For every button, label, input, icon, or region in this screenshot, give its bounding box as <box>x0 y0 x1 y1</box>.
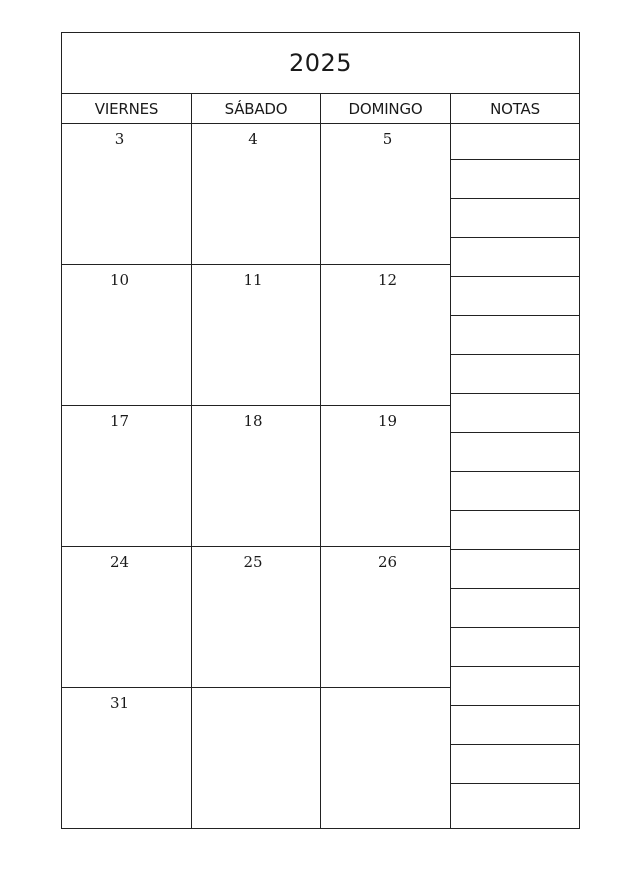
note-line[interactable] <box>451 667 579 706</box>
note-line[interactable] <box>451 706 579 745</box>
day-cell-empty[interactable] <box>321 688 451 828</box>
day-number: 4 <box>248 130 258 148</box>
day-cell[interactable] <box>321 265 451 405</box>
header-domingo: DOMINGO <box>321 94 451 123</box>
day-cell[interactable] <box>62 547 192 687</box>
note-line[interactable] <box>451 238 579 277</box>
week-row <box>62 547 451 688</box>
day-number: 12 <box>377 271 398 289</box>
note-line[interactable] <box>451 784 579 828</box>
note-line[interactable] <box>451 355 579 394</box>
day-cell[interactable] <box>321 406 451 546</box>
day-number: 5 <box>382 130 393 148</box>
day-number: 19 <box>377 412 398 430</box>
header-viernes: VIERNES <box>62 94 192 123</box>
note-line[interactable] <box>451 511 579 550</box>
day-cell[interactable] <box>192 124 321 264</box>
day-cell[interactable] <box>192 406 321 546</box>
day-cell[interactable] <box>321 547 451 687</box>
notes-column <box>451 124 579 828</box>
day-cell[interactable] <box>62 688 192 828</box>
day-number: 26 <box>377 553 398 571</box>
day-cell[interactable] <box>62 265 192 405</box>
note-line[interactable] <box>451 745 579 784</box>
week-row <box>62 265 451 406</box>
header-sabado: SÁBADO <box>192 94 321 123</box>
day-cell[interactable] <box>192 265 321 405</box>
day-cell[interactable] <box>62 124 192 264</box>
day-number: 3 <box>114 130 125 148</box>
week-row <box>62 688 451 828</box>
day-number: 25 <box>243 553 263 571</box>
note-line[interactable] <box>451 628 579 667</box>
day-number: 31 <box>109 694 130 712</box>
days-grid <box>62 124 451 828</box>
note-line[interactable] <box>451 550 579 589</box>
day-cell[interactable] <box>321 124 451 264</box>
note-line[interactable] <box>451 199 579 238</box>
note-line[interactable] <box>451 277 579 316</box>
week-row <box>62 124 451 265</box>
note-line[interactable] <box>451 472 579 511</box>
note-line[interactable] <box>451 589 579 628</box>
day-number: 10 <box>109 271 130 289</box>
day-number: 18 <box>243 412 263 430</box>
calendar-page <box>61 32 580 829</box>
note-line[interactable] <box>451 160 579 199</box>
day-number: 17 <box>109 412 130 430</box>
note-line[interactable] <box>451 124 579 160</box>
year-title: 2025 <box>62 33 579 94</box>
note-line[interactable] <box>451 433 579 472</box>
note-line[interactable] <box>451 394 579 433</box>
day-number: 11 <box>243 271 263 289</box>
note-line[interactable] <box>451 316 579 355</box>
day-cell-empty[interactable] <box>192 688 321 828</box>
day-cell[interactable] <box>192 547 321 687</box>
weekday-header-row <box>62 94 579 124</box>
week-row <box>62 406 451 547</box>
day-number: 24 <box>109 553 130 571</box>
day-cell[interactable] <box>62 406 192 546</box>
header-notas: NOTAS <box>490 99 540 118</box>
